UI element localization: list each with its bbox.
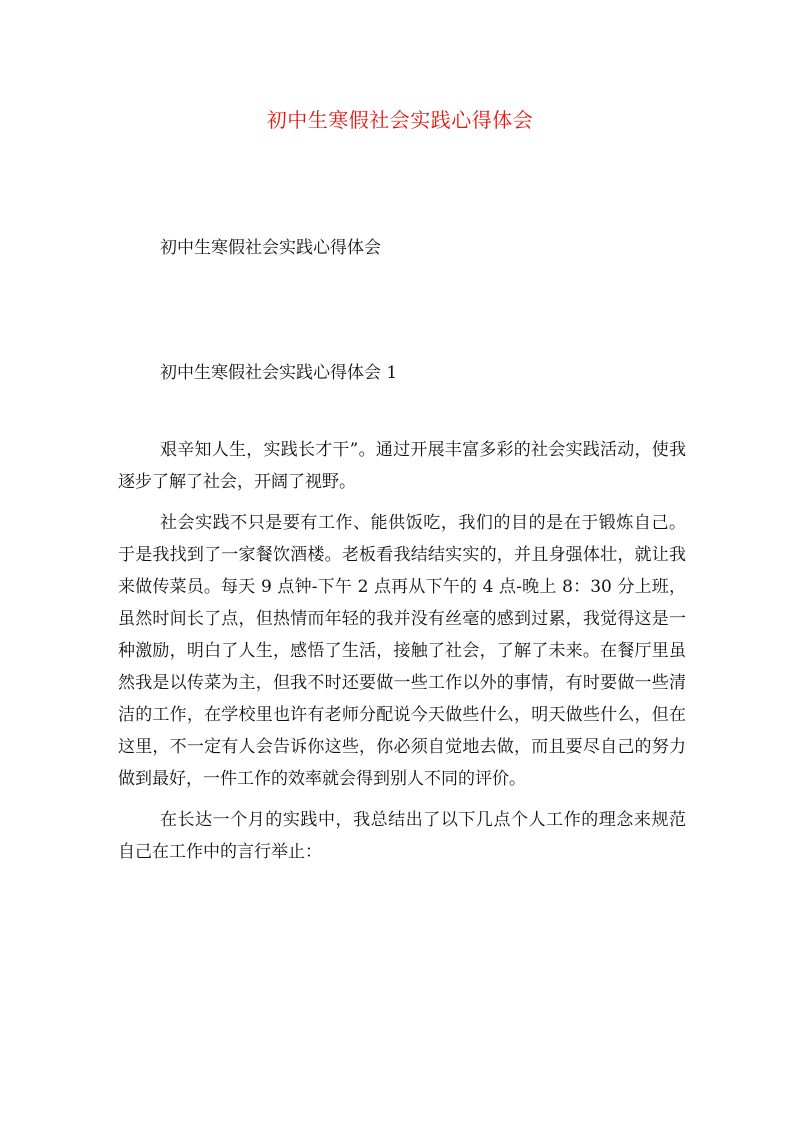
document-subtitle: 初中生寒假社会实践心得体会 <box>160 238 381 258</box>
section-heading: 初中生寒假社会实践心得体会 1 <box>160 363 398 383</box>
body-text <box>118 434 686 877</box>
paragraph: 在长达一个月的实践中，我总结出了以下几点个人工作的理念来规范自己在工作中的言行举止： <box>118 810 686 862</box>
document-title: 初中生寒假社会实践心得体会 <box>266 108 534 132</box>
paragraph: 社会实践不只是要有工作、能供饭吃，我们的目的是在于锻炼自己。于是我找到了一家餐饮酒楼。老板看我结结实实的，并且身强体壮，就让我来做传菜员。每天 9 点钟-下午 2 点再从下午的 4 点-晚上 8：30 分上班，虽然时间长了点，但热情而年轻的我并没有丝毫的感到过累，我觉得这是一种激励，明白了人生，感悟了生活，接触了社会，了解了未来。在餐厅里虽然我是以传菜为主，但我不时还要做一些工作以外的事情，有时要做一些清洁的工作，在学校里也许有老师分配说今天做些什么，明天做些什么，但在这里，不一定有人会告诉你这些，你必须自觉地去做，而且要尽自己的努力做到最好，一件工作的效率就会得到别人不同的评价。 <box>118 513 686 789</box>
paragraph: 艰辛知人生，实践长才干”。通过开展丰富多彩的社会实践活动，使我逐步了解了社会，开阔了视野。 <box>118 440 686 492</box>
